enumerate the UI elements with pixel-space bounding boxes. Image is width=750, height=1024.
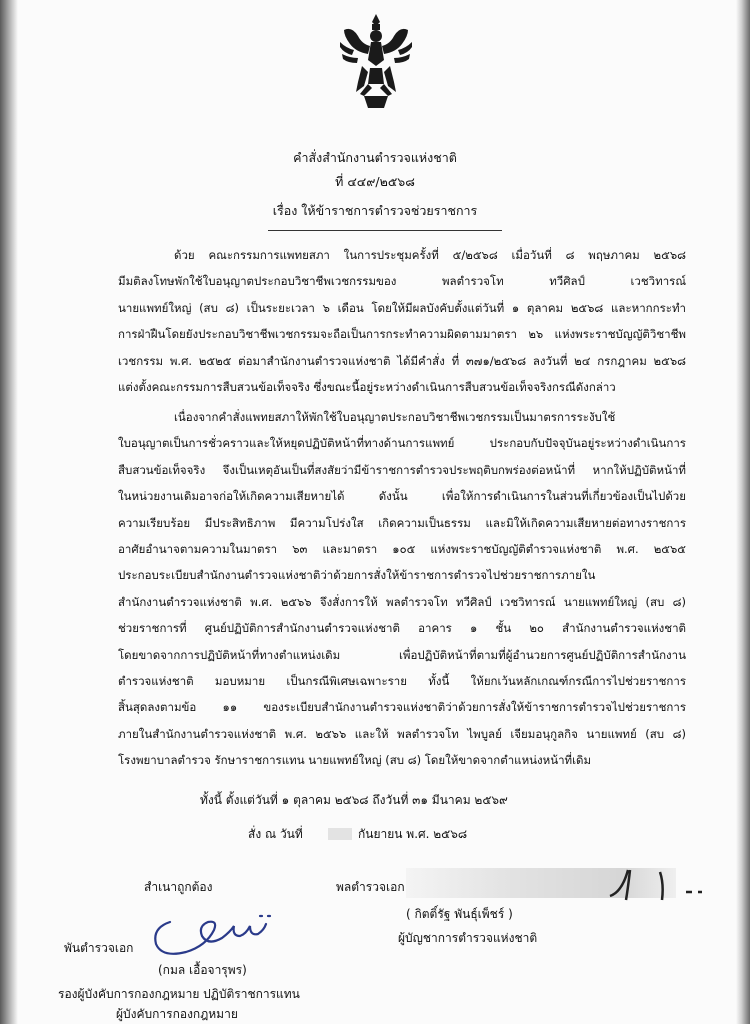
paragraph-1 [118,242,686,400]
certifier-rank: พันตำรวจเอก [64,941,134,955]
signer-name: ( กิตติ์รัฐ พันธุ์เพ็ชร์ ) [406,907,513,921]
garuda-emblem-icon [338,12,414,110]
ordered-date-prefix: สั่ง ณ วันที่ [248,827,303,841]
certifier-position-1: รองผู้บังคับการกองกฎหมาย ปฏิบัติราชการแทน [58,987,300,1001]
paragraph-line: สำนักงานตำรวจแห่งชาติ พ.ศ. ๒๕๖๖ จึงสั่งการให้ พลตำรวจโท ทวีศิลป์ เวชวิทารณ์ นายแพทย์ใหญ่ (สบ ๘) [118,594,686,609]
paragraph-line: ภายในสำนักงานตำรวจแห่งชาติ พ.ศ. ๒๕๖๖ และให้ พลตำรวจโท ไพบูลย์ เจียมอนุกูลกิจ นายแพทย์ (สบ ๘) [118,726,686,741]
header-divider [268,230,502,231]
paragraph-line: เนื่องจากคำสั่งแพทยสภาให้พักใช้ใบอนุญาตประกอบวิชาชีพเวชกรรมเป็นมาตรการระงับใช้ [174,410,616,424]
signer-rank: พลตำรวจเอก [336,880,405,894]
paragraph-line: โรงพยาบาลตำรวจ รักษาราชการแทน นายแพทย์ใหญ่ (สบ ๘) โดยให้ขาดจากตำแหน่งหน้าที่เดิม [118,753,592,768]
paragraph-line: ในหน่วยงานเดิมอาจก่อให้เกิดความเสียหายได้ ดังนั้น เพื่อให้การดำเนินการในส่วนที่เกี่ยวข้องเป็นไปด้วย [118,489,686,504]
paragraph-line: มีมติลงโทษพักใช้ใบอนุญาตประกอบวิชาชีพเวชกรรมของ พลตำรวจโท ทวีศิลป์ เวชวิทารณ์ [118,274,686,289]
paragraph-line: ด้วย คณะกรรมการแพทยสภา ในการประชุมครั้งที่ ๕/๒๕๖๘ เมื่อวันที่ ๘ พฤษภาคม ๒๕๖๘ [174,248,686,262]
handwritten-signature-icon [140,902,290,960]
signer-position: ผู้บัญชาการตำรวจแห่งชาติ [398,931,538,945]
paragraph-line: ช่วยราชการที่ ศูนย์ปฏิบัติการสำนักงานตำรวจแห่งชาติ อาคาร ๑ ชั้น ๒๐ สำนักงานตำรวจแห่งชาติ [118,621,686,636]
paragraph-2 [118,404,686,774]
certifier-name: (กมล เอื้อจารุพร) [158,963,247,977]
order-title: คำสั่งสำนักงานตำรวจแห่งชาติ [293,150,457,165]
paragraph-line: การฝ่าฝืนโดยยังประกอบวิชาชีพเวชกรรมจะถือเป็นการกระทำความผิดตามมาตรา ๒๖ แห่งพระราชบัญญัติวิชาชีพ [118,327,686,342]
certifier-position-2: ผู้บังคับการกองกฎหมาย [116,1007,238,1021]
ordered-date-suffix: กันยายน พ.ศ. ๒๕๖๘ [358,827,468,841]
order-subject: เรื่อง ให้ข้าราชการตำรวจช่วยราชการ [272,203,478,218]
paragraph-line: เวชกรรม พ.ศ. ๒๕๒๕ ต่อมาสำนักงานตำรวจแห่งชาติ ได้มีคำสั่ง ที่ ๓๗๑/๒๕๖๘ ลงวันที่ ๒๔ กรกฎาคม ๒๕๖๘ [118,353,686,368]
signature-stroke-icon [600,862,710,904]
paragraph-line: อาศัยอำนาจตามความในมาตรา ๖๓ และมาตรา ๑๐๕ แห่งพระราชบัญญัติตำรวจแห่งชาติ พ.ศ. ๒๕๖๕ [118,542,686,557]
paragraph-line: สืบสวนข้อเท็จจริง จึงเป็นเหตุอันเป็นที่สงสัยว่ามีข้าราชการตำรวจประพฤติบกพร่องต่อหน้าที่ หากให้ปฏิบัติหน้าที่ [118,462,686,477]
effective-period: ทั้งนี้ ตั้งแต่วันที่ ๑ ตุลาคม ๒๕๖๘ ถึงวันที่ ๓๑ มีนาคม ๒๕๖๙ [200,793,508,807]
paragraph-line: แต่งตั้งคณะกรรมการสืบสวนข้อเท็จจริง ซึ่งขณะนี้อยู่ระหว่างดำเนินการสืบสวนข้อเท็จจริงกรณีดังกล่าว [118,380,616,395]
paragraph-line: สิ้นสุดลงตามข้อ ๑๑ ของระเบียบสำนักงานตำรวจแห่งชาติว่าด้วยการสั่งให้ข้าราชการตำรวจไปช่วยราชการ [118,700,686,715]
paragraph-line: ตำรวจแห่งชาติ มอบหมาย เป็นกรณีพิเศษเฉพาะราย ทั้งนี้ ให้ยกเว้นหลักเกณฑ์กรณีการไปช่วยราชการ [118,674,686,689]
certified-copy-label: สำเนาถูกต้อง [144,880,213,894]
paragraph-line: นายแพทย์ใหญ่ (สบ ๘) เป็นระยะเวลา ๖ เดือน โดยให้มีผลบังคับตั้งแต่วันที่ ๑ ตุลาคม ๒๕๖๘ และหากกระทำ [118,300,686,315]
paragraph-line: ใบอนุญาตเป็นการชั่วคราวและให้หยุดปฏิบัติหน้าที่ทางด้านการแพทย์ ประกอบกับปัจจุบันอยู่ระหว่างดำเนินการ [118,436,686,451]
order-number: ที่ ๔๔๙/๒๕๖๘ [335,174,415,189]
paragraph-line: ความเรียบร้อย มีประสิทธิภาพ มีความโปร่งใส เกิดความเป็นธรรม และมิให้เกิดความเสียหายต่อทางราชการ [118,515,686,530]
paragraph-line: ประกอบระเบียบสำนักงานตำรวจแห่งชาติว่าด้วยการสั่งให้ข้าราชการตำรวจไปช่วยราชการภายใน [118,568,596,583]
paragraph-line: โดยขาดจากการปฏิบัติหน้าที่ทางตำแหน่งเดิม เพื่อปฏิบัติหน้าที่ตามที่ผู้อำนวยการศูนย์ปฏิบัติการสำนักงาน [118,647,686,662]
date-redaction [328,828,352,840]
